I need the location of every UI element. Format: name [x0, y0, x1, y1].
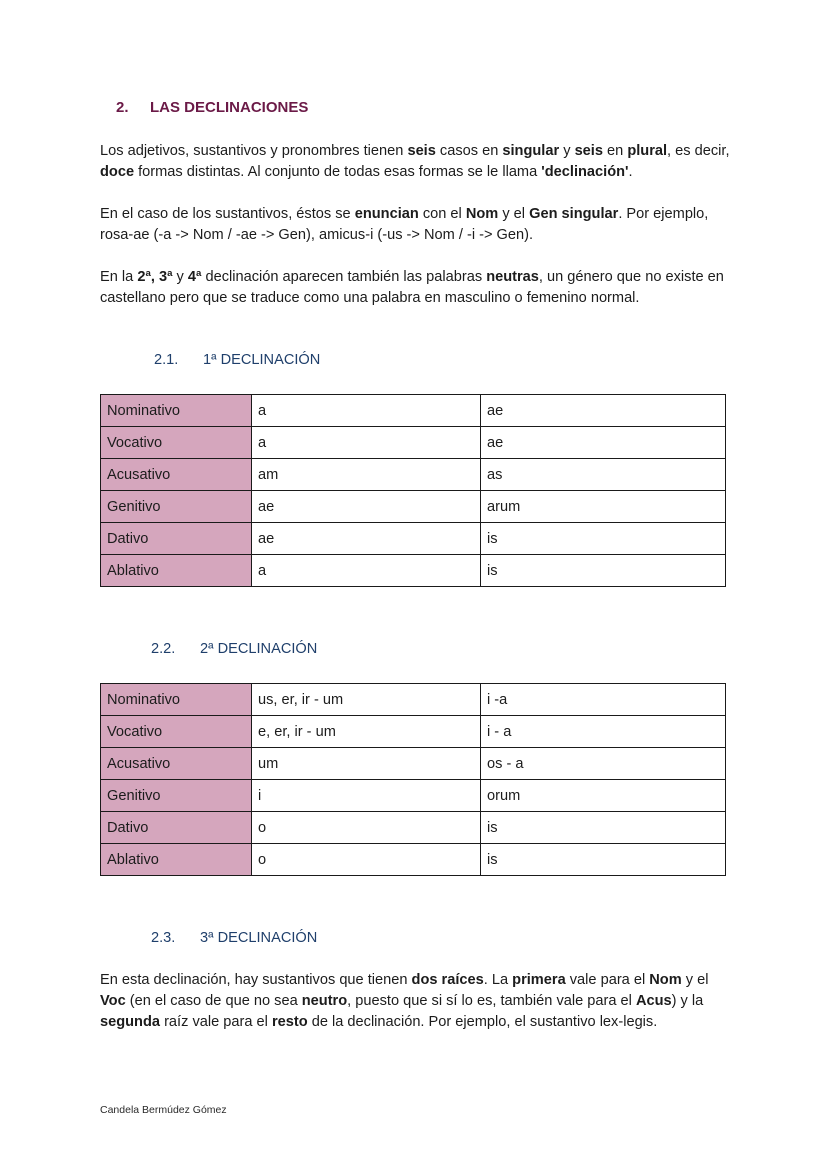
- singular-cell: ae: [252, 491, 481, 523]
- singular-cell: e, er, ir - um: [252, 716, 481, 748]
- table-row: [101, 812, 726, 844]
- singular-cell: o: [252, 844, 481, 876]
- paragraph-enunciation: En el caso de los sustantivos, éstos se enuncian con el Nom y el Gen singular. Por ejemplo, rosa-ae (-a -> Nom / -ae -> Gen), amicus-i (-us -> Nom / -i -> Gen).: [100, 206, 709, 243]
- table-row: [101, 555, 726, 587]
- subsection-heading-2: [151, 641, 317, 657]
- singular-cell: um: [252, 748, 481, 780]
- case-cell: Dativo: [101, 812, 252, 844]
- table-row: [101, 427, 726, 459]
- plural-cell: os - a: [481, 748, 726, 780]
- singular-cell: o: [252, 812, 481, 844]
- case-cell: Acusativo: [101, 748, 252, 780]
- declension-table-2: [100, 683, 726, 876]
- table-row: [101, 780, 726, 812]
- declension-table-1: [100, 394, 726, 587]
- plural-cell: is: [481, 555, 726, 587]
- table-row: [101, 844, 726, 876]
- paragraph-neuters: En la 2ª, 3ª y 4ª declinación aparecen también las palabras neutras, un género que no existe en castellano pero que se traduce como una palabra en masculino o femenino normal.: [100, 269, 724, 306]
- plural-cell: arum: [481, 491, 726, 523]
- table-row: [101, 523, 726, 555]
- plural-cell: is: [481, 812, 726, 844]
- case-cell: Ablativo: [101, 555, 252, 587]
- table-row: [101, 459, 726, 491]
- subsection-heading-3: [151, 930, 317, 946]
- plural-cell: i - a: [481, 716, 726, 748]
- plural-cell: ae: [481, 427, 726, 459]
- plural-cell: ae: [481, 395, 726, 427]
- singular-cell: i: [252, 780, 481, 812]
- singular-cell: a: [252, 395, 481, 427]
- table-row: [101, 684, 726, 716]
- plural-cell: is: [481, 523, 726, 555]
- subsection-title: 1ª DECLINACIÓN: [203, 352, 321, 368]
- plural-cell: orum: [481, 780, 726, 812]
- case-cell: Acusativo: [101, 459, 252, 491]
- singular-cell: us, er, ir - um: [252, 684, 481, 716]
- singular-cell: a: [252, 555, 481, 587]
- case-cell: Ablativo: [101, 844, 252, 876]
- paragraph-cases: Los adjetivos, sustantivos y pronombres tienen seis casos en singular y seis en plural, es decir, doce formas distintas. Al conjunto de todas esas formas se le llama 'declinación'.: [100, 143, 730, 180]
- section-heading: [116, 99, 308, 116]
- table-row: [101, 395, 726, 427]
- subsection-title: 3ª DECLINACIÓN: [200, 930, 318, 946]
- plural-cell: i -a: [481, 684, 726, 716]
- subsection-title: 2ª DECLINACIÓN: [200, 641, 318, 657]
- section-title: LAS DECLINACIONES: [150, 99, 309, 116]
- section-number: 2.: [116, 99, 129, 116]
- singular-cell: ae: [252, 523, 481, 555]
- footer-author: Candela Bermúdez Gómez: [100, 1104, 227, 1116]
- table-row: [101, 748, 726, 780]
- subsection-number: 2.2.: [151, 641, 176, 657]
- case-cell: Genitivo: [101, 491, 252, 523]
- subsection-number: 2.1.: [154, 352, 179, 368]
- singular-cell: am: [252, 459, 481, 491]
- paragraph-third-declension: En esta declinación, hay sustantivos que tienen dos raíces. La primera vale para el Nom y el Voc (en el caso de que no sea neutro, puesto que si sí lo es, también vale para el Acus) y la segunda raíz vale para el resto de la declinación. Por ejemplo, el sustantivo lex-legis.: [100, 972, 709, 1030]
- case-cell: Nominativo: [101, 395, 252, 427]
- table-row: [101, 491, 726, 523]
- subsection-number: 2.3.: [151, 930, 176, 946]
- case-cell: Genitivo: [101, 780, 252, 812]
- plural-cell: as: [481, 459, 726, 491]
- singular-cell: a: [252, 427, 481, 459]
- subsection-heading-1: [154, 352, 320, 368]
- table-row: [101, 716, 726, 748]
- case-cell: Dativo: [101, 523, 252, 555]
- plural-cell: is: [481, 844, 726, 876]
- case-cell: Vocativo: [101, 427, 252, 459]
- case-cell: Nominativo: [101, 684, 252, 716]
- case-cell: Vocativo: [101, 716, 252, 748]
